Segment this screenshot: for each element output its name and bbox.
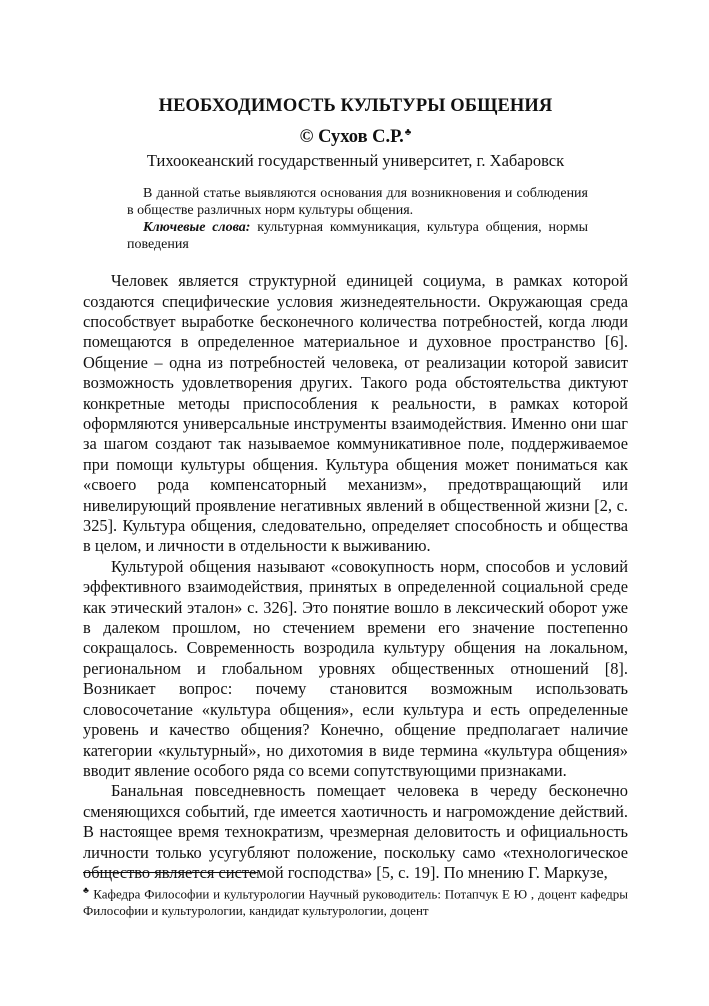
body-paragraph-1: Человек является структурной единицей социума, в рамках которой создаются специфические условия жизнедеятельности. Окружающая среда способствует выработке бесконечного количества потребностей, когда люди помещаются в определенное материальное и духовное пространство [6]. Общение – одна из потребностей человека, от реализации которой зависит возможность удовлетворения других. Такого рода обстоятельства диктуют конкретные методы приспособления к реальности, в рамках которой оформляются универсальные инструменты взаимодействия. Именно они шаг за шагом создают так называемое коммуникативное поле, поддерживаемое при помощи культуры общения. Культура общения может пониматься как «своего рода компенсаторный механизм», предотвращающий или нивелирующий проявление негативных явлений в общественной жизни [2, с. 325]. Культура общения, следовательно, определяет способность и общества в целом, и личности в отдельности к выживанию. bbox=[83, 271, 628, 556]
footnote-mark: ♣ bbox=[83, 885, 90, 895]
author-line bbox=[83, 127, 628, 148]
footnote-reference-mark[interactable]: ♣ bbox=[404, 127, 412, 138]
body-paragraph-2: Культурой общения называют «совокупность норм, способов и условий эффективного взаимодействия, принятых в определенной социальной среде как этический эталон» с. 326]. Это понятие вошло в лексический оборот уже в далеком прошлом, но стечением времени его значение постепенно сокращалось. Современность возродила культуру общения на локальном, региональном и глобальном уровнях общественных отношений [8]. Возникает вопрос: почему становится возможным использовать словосочетание «культура общения», если культура и есть определенные уровень и качество общения? Конечно, общение предполагает наличие категории «культурный», но дихотомия в виде термина «культура общения» вводит явление особого ряда со всеми сопутствующими признаками. bbox=[83, 556, 628, 780]
footnote-text: Кафедра Философии и культурологии Научный руководитель: Потапчук Е Ю , доцент кафедры Философии и культурологии, кандидат культурологии, доцент bbox=[83, 886, 628, 919]
keywords-label: Ключевые слова: bbox=[143, 220, 251, 236]
footnote-divider bbox=[83, 872, 258, 873]
abstract bbox=[127, 185, 588, 253]
keywords-list: культурная коммуникация, культура общения, нормы поведения bbox=[127, 220, 588, 253]
article bbox=[83, 90, 628, 883]
footnote bbox=[83, 882, 628, 919]
affiliation: Тихоокеанский государственный университет, г. Хабаровск bbox=[146, 151, 565, 171]
article-body bbox=[83, 271, 628, 883]
abstract-text: В данной статье выявляются основания для возникновения и соблюдения в обществе различных норм культуры общения. bbox=[127, 186, 588, 219]
author-name: © Сухов С.Р. bbox=[299, 127, 404, 148]
body-paragraph-3: Банальная повседневность помещает человека в череду бесконечно сменяющихся событий, где имеется хаотичность и нагромождение действий. В настоящее время технократизм, чрезмерная деловитость и официальность личности только усугубляют положение, поскольку само «технологическое общество является системой господства» [5, с. 19]. По мнению Г. Маркузе, bbox=[83, 781, 628, 882]
article-title: НЕОБХОДИМОСТЬ КУЛЬТУРЫ ОБЩЕНИЯ bbox=[158, 96, 553, 116]
keywords-line bbox=[127, 219, 588, 253]
